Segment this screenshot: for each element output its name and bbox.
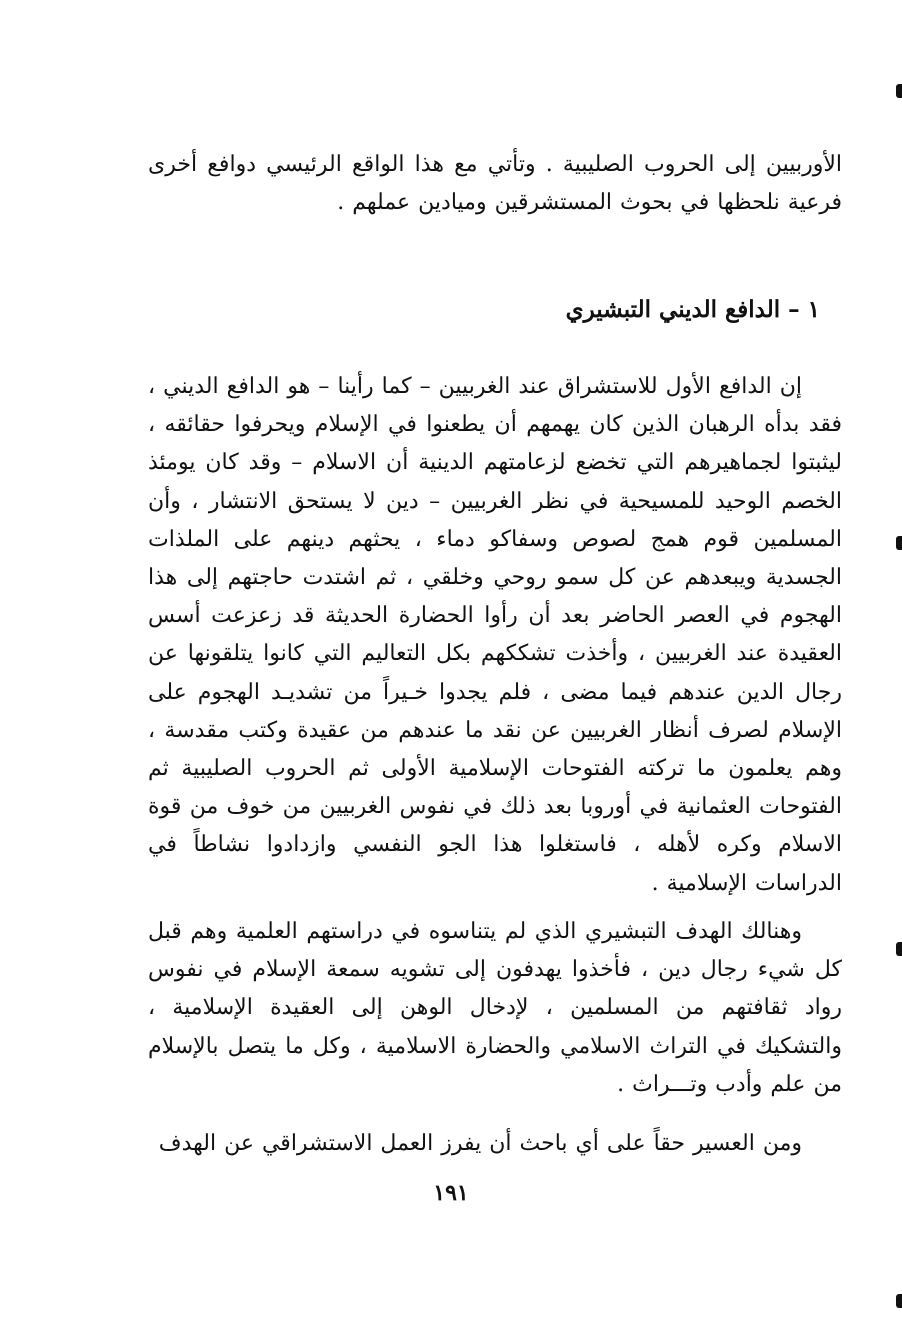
body-paragraph: [148, 913, 842, 1104]
intro-paragraph: الأوربيين إلى الحروب الصليبية . وتأتي مع هذا الواقع الرئيسي دوافع أخرى فرعية نلحظها في بحوث المستشرقين وميادين عملهم .: [148, 152, 842, 216]
scan-edge-mark: [896, 1294, 902, 1308]
scan-edge-mark: [896, 942, 902, 956]
paragraph-text: إن الدافع الأول للاستشراق عند الغربيين – كما رأينا – هو الدافع الديني ، فقد بدأه الرهبان الذين كان يهمهم أن يطعنوا في الإسلام ويحرفوا حقائقه ، ليثبتوا لجماهيرهم التي تخضع لزعامتهم الدينية أن الاسلام – وقد كان يومئذ الخصم الوحيد للمسيحية في نظر الغربيين – دين لا يستحق الانتشار ، وأن المسلمين قوم همج لصوص وسفاكو دماء ، يحثهم دينهم على الملذات الجسدية ويبعدهم عن كل سمو روحي وخلقي ، ثم اشتدت حاجتهم إلى هذا الهجوم في العصر الحاضر بعد أن رأوا الحضارة الحديثة قد زعزعت أسس العقيدة عند الغربيين ، وأخذت تشككهم بكل التعاليم التي كانوا يتلقونها عن رجال الدين عندهم فيما مضى ، فلم يجدوا خـيراً من تشديـد الهجوم على الإسلام لصرف أنظار الغربيين عن نقد ما عندهم من عقيدة وكتب مقدسة ، وهم يعلمون ما تركته الفتوحات الإسلامية الأولى ثم الحروب الصليبية ثم الفتوحات العثمانية في أوروبا بعد ذلك في نفوس الغربيين من خوف من قوة الاسلام وكره لأهله ، فاستغلوا هذا الجو النفسي وازدادوا نشاطاً في الدراسات الإسلامية .: [148, 374, 842, 896]
paragraph-text: وهنالك الهدف التبشيري الذي لم يتناسوه في دراستهم العلمية وهم قبل كل شيء رجال دين ، فأخذوا يهدفون إلى تشويه سمعة الإسلام في نفوس رواد ثقافتهم من المسلمين ، لإدخال الوهن إلى العقيدة الإسلامية ، والتشكيك في التراث الاسلامي والحضارة الاسلامية ، وكل ما يتصل بالإسلام من علم وأدب وتـــراث .: [148, 919, 842, 1097]
body-paragraph: [148, 368, 842, 903]
paragraph-text: ومن العسير حقاً على أي باحث أن يفرز العمل الاستشراقي عن الهدف: [158, 1131, 802, 1156]
body-paragraph: [148, 1125, 842, 1163]
page-number: ١٩١: [433, 1180, 469, 1206]
scan-edge-mark: [896, 84, 902, 98]
section-heading: ١ – الدافع الديني التبشيري: [565, 296, 820, 323]
scan-edge-mark: [896, 536, 902, 550]
